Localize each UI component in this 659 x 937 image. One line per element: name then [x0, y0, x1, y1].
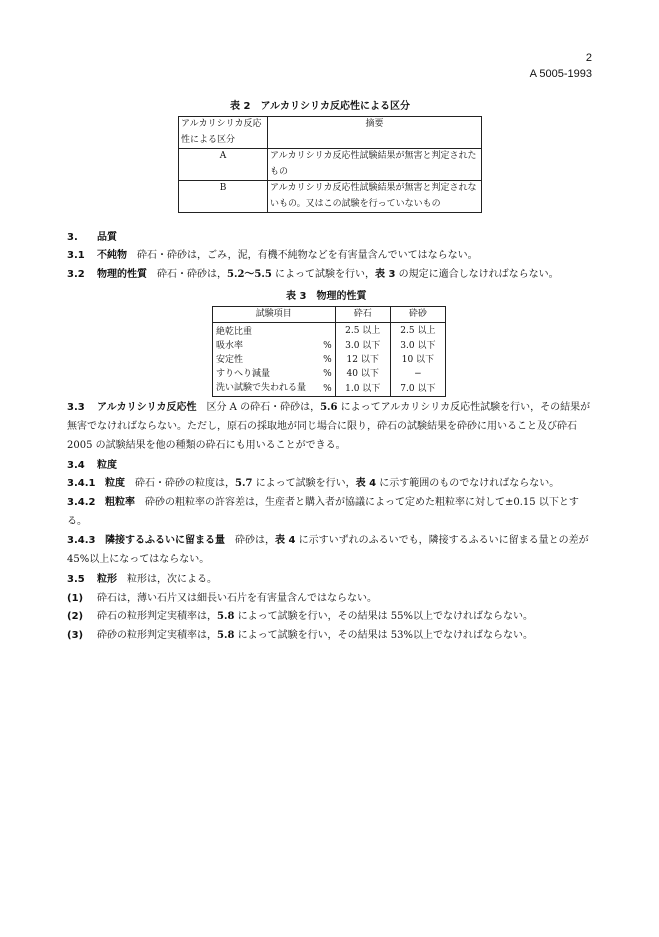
clause-term: 粒形	[97, 574, 117, 585]
clause-3-4-1	[67, 474, 591, 493]
clause-3-4-2	[67, 493, 591, 531]
table3-unit	[318, 323, 335, 340]
clause-3-3	[67, 398, 591, 455]
list-item-text: によって試験を行い，その結果は 55%以上でなければならない。	[234, 611, 533, 622]
clause-term: 隣接するふるいに留まる量	[105, 535, 225, 546]
table2-header-row	[179, 117, 482, 149]
table3-crushed-sand: 10 以下	[390, 353, 445, 367]
table-row	[179, 149, 482, 181]
clause-3-2	[67, 265, 591, 284]
table3-col-header: 試験項目	[213, 307, 336, 323]
table3-unit: %	[318, 367, 335, 381]
table3-crushed-sand: −	[390, 367, 445, 381]
clause-text: 粒形は，次による。	[127, 574, 217, 585]
list-item-text: 砕砂の粒形判定実積率は，	[97, 630, 217, 641]
table-row	[213, 353, 446, 367]
table3	[212, 306, 446, 397]
clause-text: によってアルカリシリカ反応性試験を行い，その結果が無害でなければならない。ただし，原石の採取地が同じ場合に限り，砕石の試験結果を砕砂に用いること及び砕石 2005 の試験結果を他の種類の砕石にも用いることができる。	[67, 402, 591, 451]
clause-text: の規定に適合しなければならない。	[395, 269, 559, 280]
table2-summary: アルカリシリカ反応性試験結果が無害と判定されないもの。又はこの試験を行っていないもの	[268, 181, 482, 213]
clause-number: 3.1	[67, 250, 85, 261]
clause-number: 3.4.1	[67, 478, 96, 489]
table-row	[213, 323, 446, 340]
clause-text: 砕石・砕砂は，	[157, 269, 227, 280]
clause-number: 3.4.3	[67, 535, 96, 546]
clause-title: 粒度	[97, 460, 117, 471]
clause-term: 物理的性質	[97, 269, 147, 280]
list-item	[67, 626, 591, 645]
clause-reference: 5.7	[235, 478, 253, 489]
clause-number: 3.5	[67, 574, 85, 585]
table-row	[179, 181, 482, 213]
table3-col-header: 砕砂	[390, 307, 445, 323]
table3-unit: %	[318, 339, 335, 353]
list-item-text: によって試験を行い，その結果は 53%以上でなければならない。	[234, 630, 533, 641]
table3-item: 絶乾比重	[213, 323, 319, 340]
list-item-text: 砕石の粒形判定実積率は，	[97, 611, 217, 622]
table2-summary: アルカリシリカ反応性試験結果が無害と判定されたもの	[268, 149, 482, 181]
table2-col1-header: アルカリシリカ反応性による区分	[179, 117, 268, 149]
list-item	[67, 589, 591, 608]
clause-term: アルカリシリカ反応性	[97, 402, 197, 413]
table2	[178, 116, 482, 213]
section-title: 品質	[97, 232, 117, 243]
table3-unit: %	[318, 381, 335, 397]
table3-item: すりへり減量	[213, 367, 319, 381]
table3-col-header: 砕石	[335, 307, 390, 323]
page-number: 2	[585, 52, 592, 64]
clause-reference: 5.6	[320, 402, 338, 413]
clause-number: 3.3	[67, 402, 85, 413]
table3-caption: 表 3 物理的性質	[286, 291, 367, 302]
table3-crushed-stone: 40 以下	[335, 367, 390, 381]
table-row	[213, 367, 446, 381]
clause-text: 砕石・砕砂は，ごみ，泥，有機不純物などを有害量含んでいてはならない。	[137, 250, 478, 261]
list-item-number: (2)	[67, 611, 84, 622]
table-reference: 表 4	[355, 478, 377, 489]
table-row	[213, 339, 446, 353]
clause-number: 3.4	[67, 460, 85, 471]
list-item-number: (1)	[67, 593, 84, 604]
clause-text: 砕砂は，	[235, 535, 275, 546]
clause-term: 粒度	[105, 478, 125, 489]
clause-3-4	[67, 456, 591, 475]
list-item	[67, 607, 591, 626]
clause-3-4-3	[67, 531, 591, 569]
document-code: A 5005-1993	[529, 68, 592, 80]
table3-crushed-sand: 7.0 以下	[390, 381, 445, 397]
clause-number: 3.4.2	[67, 497, 96, 508]
table3-crushed-stone: 2.5 以上	[335, 323, 390, 340]
section-number: 3.	[67, 232, 78, 243]
clause-text: 砕砂の粗粒率の許容差は，生産者と購入者が協議によって定めた粗粒率に対して±0.15 以下とする。	[67, 497, 579, 527]
table3-crushed-stone: 1.0 以下	[335, 381, 390, 397]
table3-crushed-stone: 3.0 以下	[335, 339, 390, 353]
clause-number: 3.2	[67, 269, 85, 280]
table2-category: B	[179, 181, 268, 213]
clause-text: に示すいずれのふるいでも，隣接するふるいに留まる量との差が 45%以上になってはならない。	[67, 535, 589, 565]
table3-crushed-stone: 12 以下	[335, 353, 390, 367]
table2-caption: 表 2 アルカリシリカ反応性による区分	[230, 101, 410, 112]
table3-unit: %	[318, 353, 335, 367]
table-row	[213, 381, 446, 397]
section-3-heading	[67, 228, 591, 247]
clause-text: に示す範囲のものでなければならない。	[376, 478, 560, 489]
clause-3-5	[67, 570, 591, 589]
clause-text: によって試験を行い，	[271, 269, 375, 280]
clause-reference: 5.2〜5.5	[227, 269, 272, 280]
list-item-text: 砕石は，薄い石片又は細長い石片を有害量含んではならない。	[97, 593, 377, 604]
clause-text: 区分 A の砕石・砕砂は，	[206, 402, 321, 413]
table3-header-row	[213, 307, 446, 323]
table-reference: 表 3	[374, 269, 396, 280]
clause-reference: 5.8	[217, 611, 235, 622]
table3-item: 洗い試験で失われる量	[213, 381, 319, 397]
table3-crushed-sand: 3.0 以下	[390, 339, 445, 353]
clause-term: 粗粒率	[105, 497, 135, 508]
clause-3-1	[67, 246, 591, 265]
list-item-number: (3)	[67, 630, 84, 641]
table3-item: 吸水率	[213, 339, 319, 353]
clause-text: によって試験を行い，	[252, 478, 356, 489]
table3-item: 安定性	[213, 353, 319, 367]
clause-term: 不純物	[97, 250, 127, 261]
table-reference: 表 4	[275, 535, 296, 546]
table2-category: A	[179, 149, 268, 181]
table3-crushed-sand: 2.5 以上	[390, 323, 445, 340]
table2-col2-header: 摘要	[268, 117, 482, 149]
clause-text: 砕石・砕砂の粒度は，	[135, 478, 235, 489]
clause-reference: 5.8	[217, 630, 235, 641]
